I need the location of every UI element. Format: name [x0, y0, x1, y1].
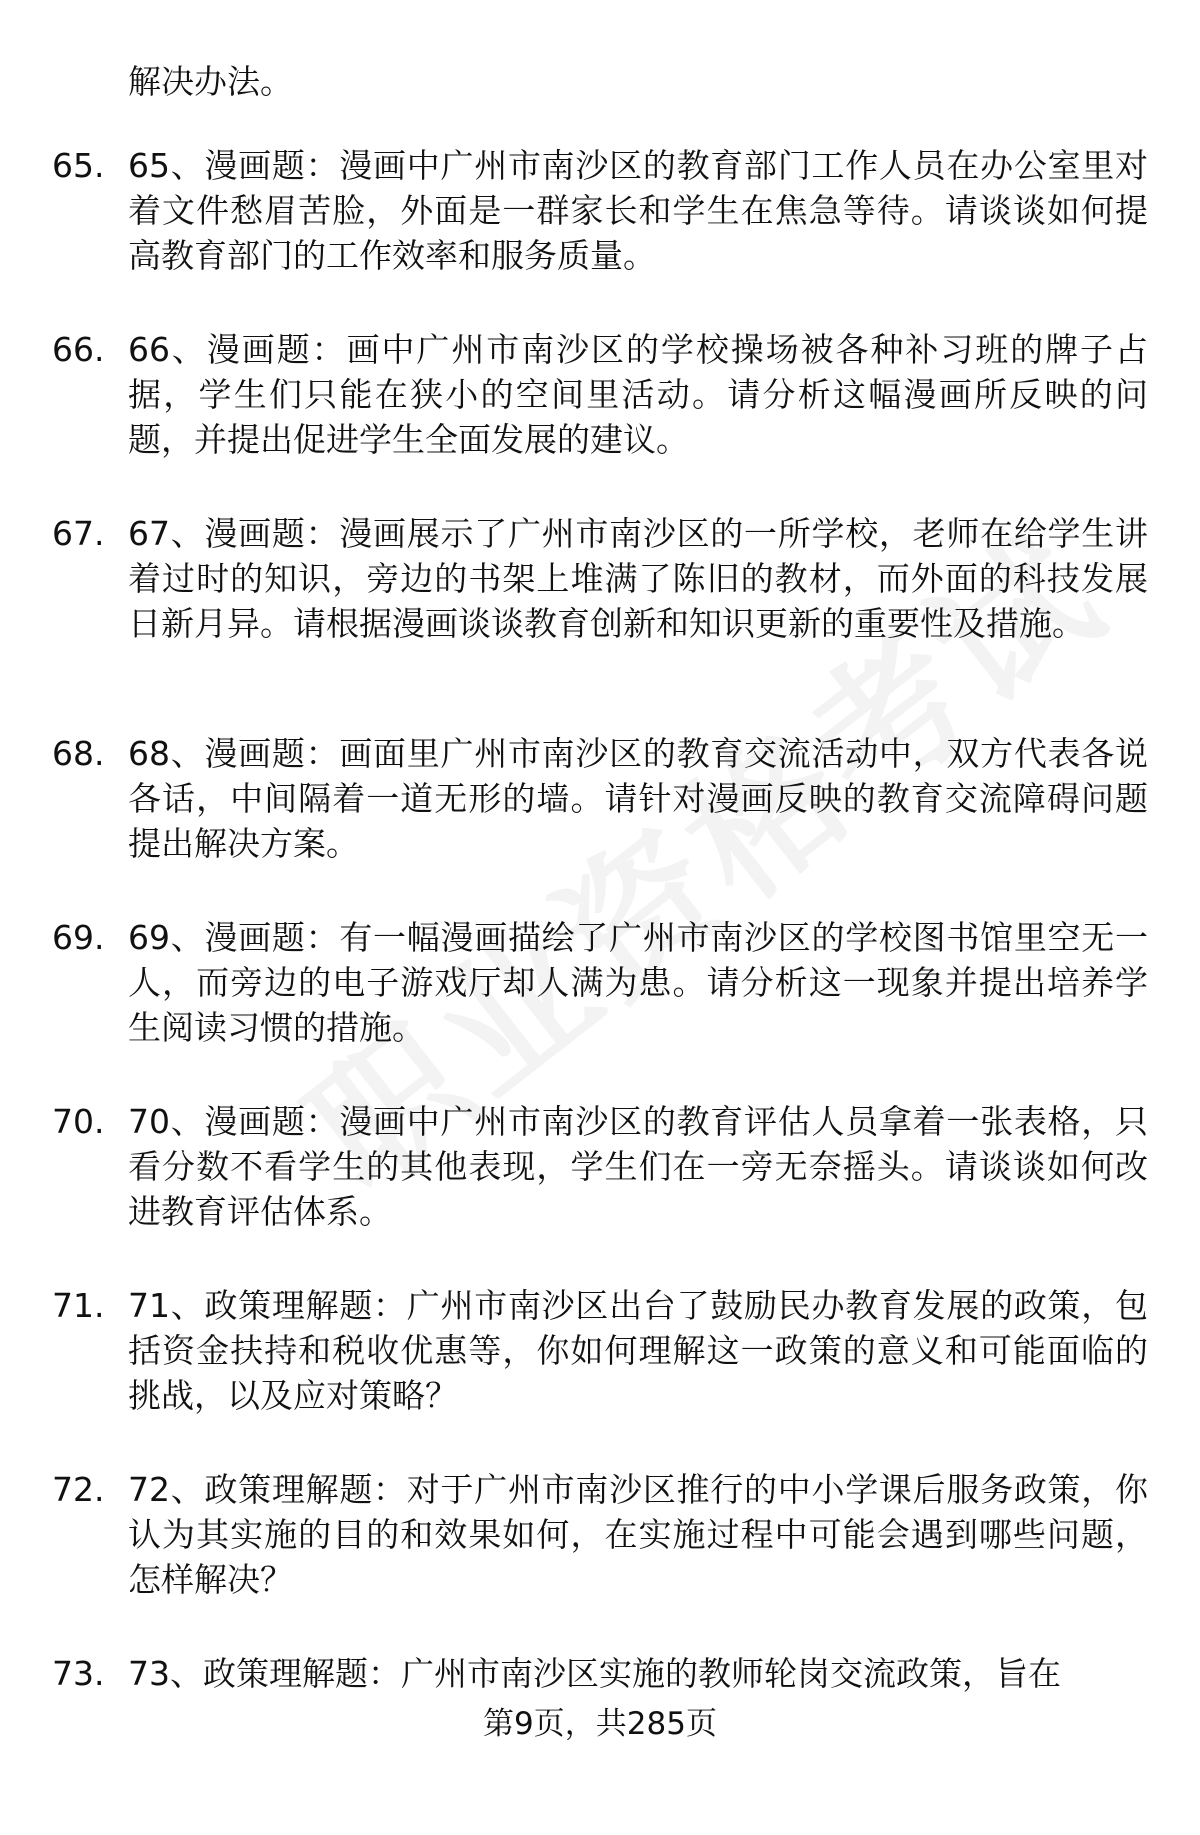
item-number: 72. — [52, 1470, 105, 1509]
list-item — [0, 143, 1200, 327]
item-text: 69、漫画题：有一幅漫画描绘了广州市南沙区的学校图书馆里空无一人，而旁边的电子游戏厅却人满为患。请分析这一现象并提出培养学生阅读习惯的措施。 — [128, 918, 1148, 1047]
item-text: 71、政策理解题：广州市南沙区出台了鼓励民办教育发展的政策，包括资金扶持和税收优惠等，你如何理解这一政策的意义和可能面临的挑战，以及应对策略？ — [128, 1286, 1148, 1415]
list-item — [0, 1467, 1200, 1651]
item-number: 70. — [52, 1102, 105, 1141]
item-number: 73. — [52, 1654, 105, 1693]
item-text: 73、政策理解题：广州市南沙区实施的教师轮岗交流政策，旨在 — [128, 1654, 1061, 1693]
item-text: 66、漫画题：画中广州市南沙区的学校操场被各种补习班的牌子占据，学生们只能在狭小的空间里活动。请分析这幅漫画所反映的问题，并提出促进学生全面发展的建议。 — [128, 330, 1148, 459]
item-text: 67、漫画题：漫画展示了广州市南沙区的一所学校，老师在给学生讲着过时的知识，旁边的书架上堆满了陈旧的教材，而外面的科技发展日新月异。请根据漫画谈谈教育创新和知识更新的重要性及措施。 — [128, 514, 1148, 643]
item-number: 69. — [52, 918, 105, 957]
list-item — [0, 327, 1200, 511]
question-list — [0, 143, 1200, 1835]
item-number: 68. — [52, 734, 105, 773]
page-footer: 第9页，共285页 — [483, 1706, 717, 1742]
item-text: 72、政策理解题：对于广州市南沙区推行的中小学课后服务政策，你认为其实施的目的和效果如何，在实施过程中可能会遇到哪些问题，怎样解决？ — [128, 1470, 1148, 1599]
item-number: 65. — [52, 146, 105, 185]
list-item — [0, 915, 1200, 1099]
item-text: 68、漫画题：画面里广州市南沙区的教育交流活动中，双方代表各说各话，中间隔着一道无形的墙。请针对漫画反映的教育交流障碍问题提出解决方案。 — [128, 734, 1148, 863]
item-number: 66. — [52, 330, 105, 369]
item-number: 71. — [52, 1286, 105, 1325]
continuation-text: 解决办法。 — [128, 62, 293, 101]
item-text: 70、漫画题：漫画中广州市南沙区的教育评估人员拿着一张表格，只看分数不看学生的其他表现，学生们在一旁无奈摇头。请谈谈如何改进教育评估体系。 — [128, 1102, 1148, 1231]
list-item — [0, 731, 1200, 915]
list-item — [0, 1099, 1200, 1283]
list-item — [0, 511, 1200, 731]
list-item — [0, 1283, 1200, 1467]
item-number: 67. — [52, 514, 105, 553]
item-text: 65、漫画题：漫画中广州市南沙区的教育部门工作人员在办公室里对着文件愁眉苦脸，外面是一群家长和学生在焦急等待。请谈谈如何提高教育部门的工作效率和服务质量。 — [128, 146, 1148, 275]
